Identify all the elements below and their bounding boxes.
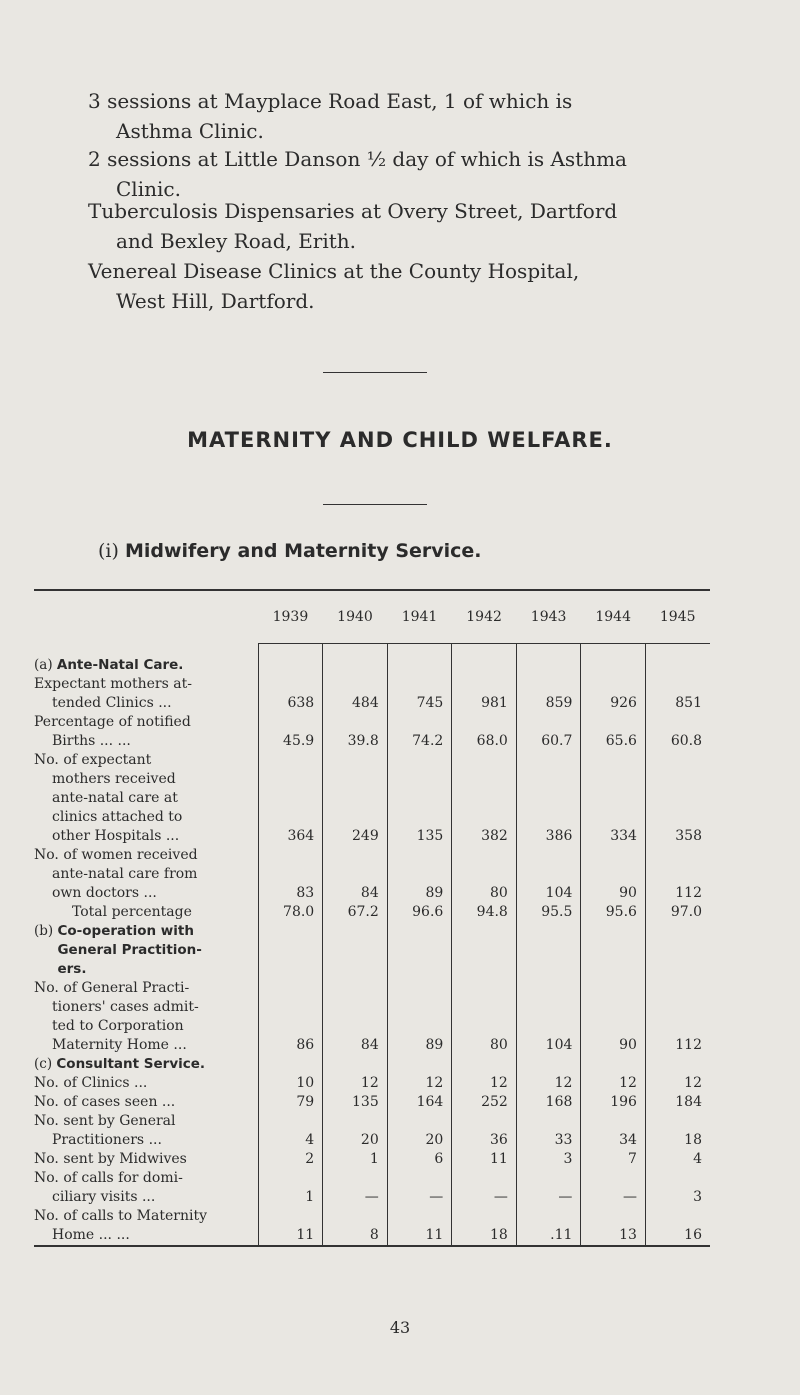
- table-cell: 112: [645, 979, 710, 1055]
- table-cell: 6: [387, 1150, 452, 1169]
- empty-cell: [387, 1055, 452, 1074]
- table-row: [34, 1093, 710, 1112]
- table-cell: 18: [645, 1112, 710, 1150]
- table-cell: 164: [387, 1093, 452, 1112]
- empty-cell: [516, 922, 581, 979]
- row-label-line: ted to Corporation: [52, 1017, 184, 1034]
- section-title: Co-operation with General Practition-ers.: [57, 922, 202, 977]
- table-cell: 67.2: [323, 903, 388, 922]
- divider: [323, 372, 427, 373]
- year-header: 1940: [323, 590, 388, 644]
- table-row: [34, 903, 710, 922]
- intro-paragraph-1: [88, 86, 728, 146]
- intro-line: Venereal Disease Clinics at the County Hospital,: [88, 259, 580, 283]
- section-title: Ante-Natal Care.: [56, 656, 184, 673]
- table-cell: 926: [581, 675, 646, 713]
- table-cell: 89: [387, 846, 452, 903]
- table-cell: 859: [516, 675, 581, 713]
- table-cell: 851: [645, 675, 710, 713]
- table-cell: 249: [323, 751, 388, 846]
- table-cell: 358: [645, 751, 710, 846]
- subsection-heading: [98, 540, 482, 562]
- divider: [323, 504, 427, 505]
- table-cell: 386: [516, 751, 581, 846]
- table-cell: 18: [452, 1207, 517, 1246]
- row-label: [34, 1150, 258, 1169]
- row-label: [34, 846, 258, 903]
- table-cell: 12: [645, 1074, 710, 1093]
- table-cell: —: [387, 1169, 452, 1207]
- empty-cell: [452, 644, 517, 675]
- table-cell: 13: [581, 1207, 646, 1246]
- page-number: 43: [389, 1318, 411, 1337]
- empty-cell: [581, 922, 646, 979]
- table-cell: 3: [645, 1169, 710, 1207]
- table-cell: 33: [516, 1112, 581, 1150]
- table-cell: 3: [516, 1150, 581, 1169]
- table-cell: —: [516, 1169, 581, 1207]
- table-cell: 364: [258, 751, 323, 846]
- row-label-line: mothers received: [52, 770, 176, 787]
- table-cell: 74.2: [387, 713, 452, 751]
- table-cell: 4: [645, 1150, 710, 1169]
- empty-cell: [387, 922, 452, 979]
- table-cell: 84: [323, 846, 388, 903]
- row-label-line: No. of Clinics ...: [34, 1074, 148, 1091]
- row-label-line: Total percentage: [72, 903, 192, 920]
- row-label-line: ante-natal care at: [52, 789, 178, 806]
- row-label: [34, 751, 258, 846]
- section-row: [34, 1055, 710, 1074]
- row-label: [34, 903, 258, 922]
- table-cell: 86: [258, 979, 323, 1055]
- table-row: [34, 1112, 710, 1150]
- row-label-line: No. of calls for domi-: [34, 1169, 183, 1186]
- table-row: [34, 751, 710, 846]
- row-label-line: clinics attached to: [52, 808, 183, 825]
- intro-line: 2 sessions at Little Danson ½ day of which is Asthma: [88, 147, 627, 171]
- row-label-line: No. of expectant: [34, 751, 152, 768]
- table-cell: —: [581, 1169, 646, 1207]
- table-cell: 36: [452, 1112, 517, 1150]
- intro-line: and Bexley Road, Erith.: [116, 229, 357, 253]
- table-cell: 97.0: [645, 903, 710, 922]
- row-label-line: ante-natal care from: [52, 865, 198, 882]
- section-label: [34, 1055, 258, 1074]
- row-label-line: Home ... ...: [52, 1226, 130, 1243]
- table-cell: 112: [645, 846, 710, 903]
- year-header: 1941: [387, 590, 452, 644]
- table-cell: 11: [258, 1207, 323, 1246]
- table-cell: 89: [387, 979, 452, 1055]
- row-label-line: Practitioners ...: [52, 1131, 162, 1148]
- row-label-line: tioners' cases admit-: [52, 998, 199, 1015]
- table-cell: 20: [323, 1112, 388, 1150]
- year-header: 1942: [452, 590, 517, 644]
- table-row: [34, 675, 710, 713]
- empty-cell: [258, 922, 323, 979]
- table-row: [34, 846, 710, 903]
- table-cell: 83: [258, 846, 323, 903]
- row-label: [34, 713, 258, 751]
- table-cell: 4: [258, 1112, 323, 1150]
- table-cell: —: [323, 1169, 388, 1207]
- empty-cell: [323, 644, 388, 675]
- empty-cell: [581, 1055, 646, 1074]
- table-cell: —: [452, 1169, 517, 1207]
- table-cell: 45.9: [258, 713, 323, 751]
- table-cell: 638: [258, 675, 323, 713]
- row-label-line: Maternity Home ...: [52, 1036, 187, 1053]
- table-cell: 196: [581, 1093, 646, 1112]
- table-cell: 12: [323, 1074, 388, 1093]
- table-cell: 80: [452, 979, 517, 1055]
- table-cell: 184: [645, 1093, 710, 1112]
- row-label-line: other Hospitals ...: [52, 827, 180, 844]
- table-cell: .11: [516, 1207, 581, 1246]
- table-row: [34, 713, 710, 751]
- table-cell: 252: [452, 1093, 517, 1112]
- table-cell: 68.0: [452, 713, 517, 751]
- table-cell: 168: [516, 1093, 581, 1112]
- table-row: [34, 1169, 710, 1207]
- intro-line: Tuberculosis Dispensaries at Overy Street, Dartford: [88, 199, 618, 223]
- row-label: [34, 1112, 258, 1150]
- intro-line: West Hill, Dartford.: [116, 289, 315, 313]
- row-label: [34, 675, 258, 713]
- empty-cell: [645, 922, 710, 979]
- table-cell: 84: [323, 979, 388, 1055]
- table-cell: 334: [581, 751, 646, 846]
- subsection-prefix: (i): [98, 540, 119, 562]
- empty-cell: [645, 1055, 710, 1074]
- table-cell: 94.8: [452, 903, 517, 922]
- year-header: 1945: [645, 590, 710, 644]
- table-cell: 90: [581, 979, 646, 1055]
- row-label-line: No. of General Practi-: [34, 979, 190, 996]
- section-label: [34, 922, 258, 979]
- table-cell: 10: [258, 1074, 323, 1093]
- table-cell: 382: [452, 751, 517, 846]
- table-cell: 65.6: [581, 713, 646, 751]
- maternity-table: [34, 589, 710, 1247]
- row-label-line: No. sent by Midwives: [34, 1150, 187, 1167]
- year-header: 1943: [516, 590, 581, 644]
- table-cell: 1: [258, 1169, 323, 1207]
- row-label-line: Births ... ...: [52, 732, 131, 749]
- section-prefix: (a): [34, 656, 57, 673]
- intro-paragraph-3: [88, 196, 728, 256]
- row-label: [34, 1207, 258, 1246]
- intro-paragraph-2: [88, 144, 728, 204]
- table-cell: 745: [387, 675, 452, 713]
- table-cell: 11: [452, 1150, 517, 1169]
- table-cell: 11: [387, 1207, 452, 1246]
- table-cell: 135: [387, 751, 452, 846]
- row-label: [34, 1169, 258, 1207]
- year-header: 1944: [581, 590, 646, 644]
- empty-cell: [516, 1055, 581, 1074]
- empty-cell: [387, 644, 452, 675]
- empty-cell: [581, 644, 646, 675]
- row-label-line: tended Clinics ...: [52, 694, 172, 711]
- intro-line: Asthma Clinic.: [116, 119, 264, 143]
- subsection-title: Midwifery and Maternity Service.: [124, 540, 482, 562]
- table-cell: 104: [516, 846, 581, 903]
- empty-cell: [258, 1055, 323, 1074]
- table-cell: 95.6: [581, 903, 646, 922]
- table-cell: 7: [581, 1150, 646, 1169]
- table-cell: 981: [452, 675, 517, 713]
- empty-cell: [516, 644, 581, 675]
- empty-cell: [258, 644, 323, 675]
- table-cell: 95.5: [516, 903, 581, 922]
- row-label-line: own doctors ...: [52, 884, 157, 901]
- row-label-line: Percentage of notified: [34, 713, 191, 730]
- empty-cell: [323, 1055, 388, 1074]
- table-row: [34, 1074, 710, 1093]
- empty-cell: [323, 922, 388, 979]
- empty-cell: [452, 1055, 517, 1074]
- row-label: [34, 1074, 258, 1093]
- table-cell: 96.6: [387, 903, 452, 922]
- section-row: [34, 644, 710, 675]
- row-label-line: Expectant mothers at-: [34, 675, 192, 692]
- table-cell: 78.0: [258, 903, 323, 922]
- empty-cell: [645, 644, 710, 675]
- row-label-line: No. sent by General: [34, 1112, 176, 1129]
- table-cell: 2: [258, 1150, 323, 1169]
- table-cell: 135: [323, 1093, 388, 1112]
- section-title: Consultant Service.: [56, 1055, 206, 1072]
- table-cell: 104: [516, 979, 581, 1055]
- table-cell: 39.8: [323, 713, 388, 751]
- header-blank: [34, 590, 258, 644]
- section-prefix: (b): [34, 922, 58, 939]
- section-heading: MATERNITY AND CHILD WELFARE.: [187, 428, 613, 452]
- row-label: [34, 1093, 258, 1112]
- year-header: 1939: [258, 590, 323, 644]
- table-cell: 16: [645, 1207, 710, 1246]
- row-label-line: No. of cases seen ...: [34, 1093, 176, 1110]
- table-cell: 12: [516, 1074, 581, 1093]
- empty-cell: [452, 922, 517, 979]
- table-header-row: [34, 590, 710, 644]
- row-label: [34, 979, 258, 1055]
- table-cell: 79: [258, 1093, 323, 1112]
- intro-paragraph-4: [88, 256, 728, 316]
- table-cell: 20: [387, 1112, 452, 1150]
- table-row: [34, 1150, 710, 1169]
- section-row: [34, 922, 710, 979]
- table-cell: 12: [581, 1074, 646, 1093]
- table-cell: 484: [323, 675, 388, 713]
- table-cell: 34: [581, 1112, 646, 1150]
- row-label-line: No. of calls to Maternity: [34, 1207, 207, 1224]
- table-cell: 90: [581, 846, 646, 903]
- table-row: [34, 979, 710, 1055]
- table-cell: 60.8: [645, 713, 710, 751]
- row-label-line: ciliary visits ...: [52, 1188, 156, 1205]
- section-label: [34, 644, 258, 675]
- table-cell: 60.7: [516, 713, 581, 751]
- table-cell: 8: [323, 1207, 388, 1246]
- intro-line: Clinic.: [116, 177, 181, 201]
- table-cell: 12: [452, 1074, 517, 1093]
- table-cell: 80: [452, 846, 517, 903]
- table-cell: 1: [323, 1150, 388, 1169]
- row-label-line: No. of women received: [34, 846, 198, 863]
- table-row: [34, 1207, 710, 1246]
- section-prefix: (c): [34, 1055, 57, 1072]
- intro-line: 3 sessions at Mayplace Road East, 1 of which is: [88, 89, 573, 113]
- table-cell: 12: [387, 1074, 452, 1093]
